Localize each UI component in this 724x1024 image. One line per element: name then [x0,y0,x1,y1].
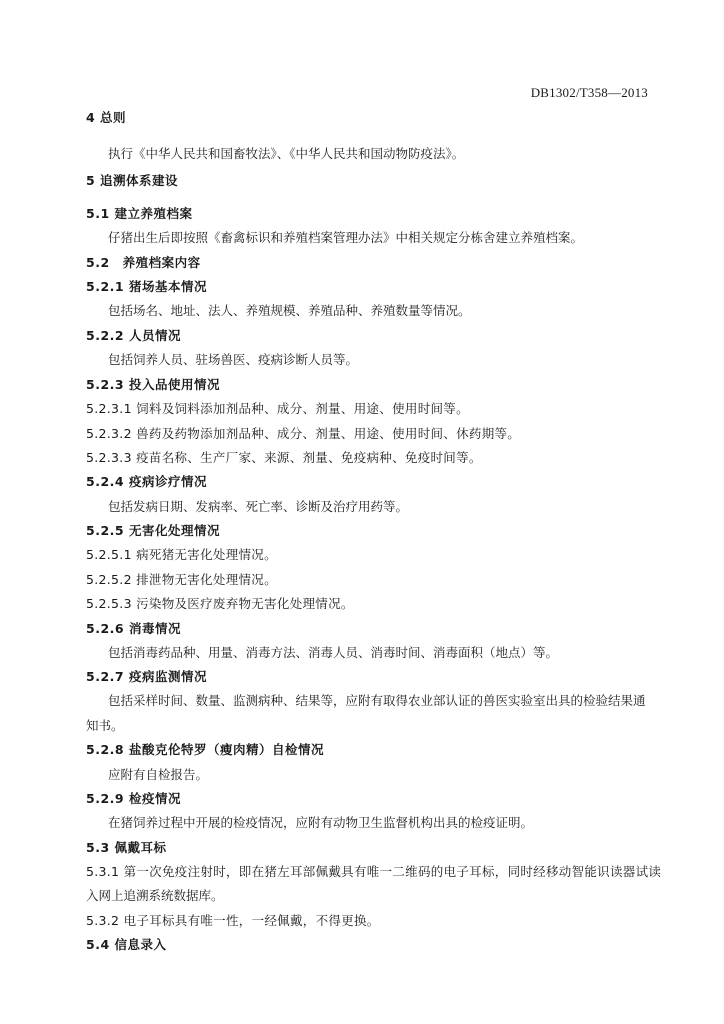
section-4-heading: 4 总则 [86,110,127,125]
section-5-2-5-1: 5.2.5.1 病死猪无害化处理情况。 [86,547,277,562]
section-5-1-text: 仔猪出生后即按照《畜禽标识和养殖档案管理办法》中相关规定分栋舍建立养殖档案。 [108,230,584,245]
section-5-2-7-heading: 5.2.7 疫病监测情况 [86,669,207,684]
section-5-2-3-2: 5.2.3.2 兽药及药物添加剂品种、成分、剂量、用途、使用时间、休药期等。 [86,426,521,441]
section-5-2-heading: 5.2 养殖档案内容 [86,255,201,270]
section-5-2-2-heading: 5.2.2 人员情况 [86,328,181,343]
section-5-4-heading: 5.4 信息录入 [86,937,167,952]
document-code: DB1302/T358—2013 [530,85,648,100]
section-4-text: 执行《中华人民共和国畜牧法》、《中华人民共和国动物防疫法》。 [108,146,465,161]
section-5-3-1: 5.3.1 第一次免疫注射时，即在猪左耳部佩戴具有唯一二维码的电子耳标，同时经移动智能识读器试读 [86,864,662,879]
section-5-3-heading: 5.3 佩戴耳标 [86,840,167,855]
section-5-3-1-cont: 入网上追溯系统数据库。 [86,888,224,903]
section-5-2-8-heading: 5.2.8 盐酸克伦特罗（瘦肉精）自检情况 [86,742,324,757]
section-5-2-5-2: 5.2.5.2 排泄物无害化处理情况。 [86,572,277,587]
section-5-2-4-text: 包括发病日期、发病率、死亡率、诊断及治疗用药等。 [108,499,409,514]
section-5-2-3-3: 5.2.3.3 疫苗名称、生产厂家、来源、剂量、免疫病种、免疫时间等。 [86,450,482,465]
section-5-2-3-1: 5.2.3.1 饲料及饲料添加剂品种、成分、剂量、用途、使用时间等。 [86,401,469,416]
section-5-2-4-heading: 5.2.4 疫病诊疗情况 [86,474,207,489]
section-5-2-7-text: 包括采样时间、数量、监测病种、结果等，应附有取得农业部认证的兽医实验室出具的检验结果通 [108,693,646,708]
section-5-2-7-text-cont: 知书。 [86,718,124,733]
section-5-2-3-heading: 5.2.3 投入品使用情况 [86,377,220,392]
section-5-3-2: 5.3.2 电子耳标具有唯一性，一经佩戴，不得更换。 [86,913,380,928]
section-5-2-6-text: 包括消毒药品种、用量、消毒方法、消毒人员、消毒时间、消毒面积（地点）等。 [108,645,559,660]
section-5-2-9-text: 在猪饲养过程中开展的检疫情况，应附有动物卫生监督机构出具的检疫证明。 [108,815,534,830]
section-5-2-1-text: 包括场名、地址、法人、养殖规模、养殖品种、养殖数量等情况。 [108,303,471,318]
section-5-heading: 5 追溯体系建设 [86,173,179,188]
section-5-2-5-3: 5.2.5.3 污染物及医疗废弃物无害化处理情况。 [86,596,354,611]
section-5-1-heading: 5.1 建立养殖档案 [86,206,193,221]
section-5-2-1-heading: 5.2.1 猪场基本情况 [86,279,207,294]
section-5-2-9-heading: 5.2.9 检疫情况 [86,791,181,806]
section-5-2-8-text: 应附有自检报告。 [108,767,209,782]
section-5-2-2-text: 包括饲养人员、驻场兽医、疫病诊断人员等。 [108,352,359,367]
section-5-2-5-heading: 5.2.5 无害化处理情况 [86,523,220,538]
section-5-2-6-heading: 5.2.6 消毒情况 [86,621,181,636]
